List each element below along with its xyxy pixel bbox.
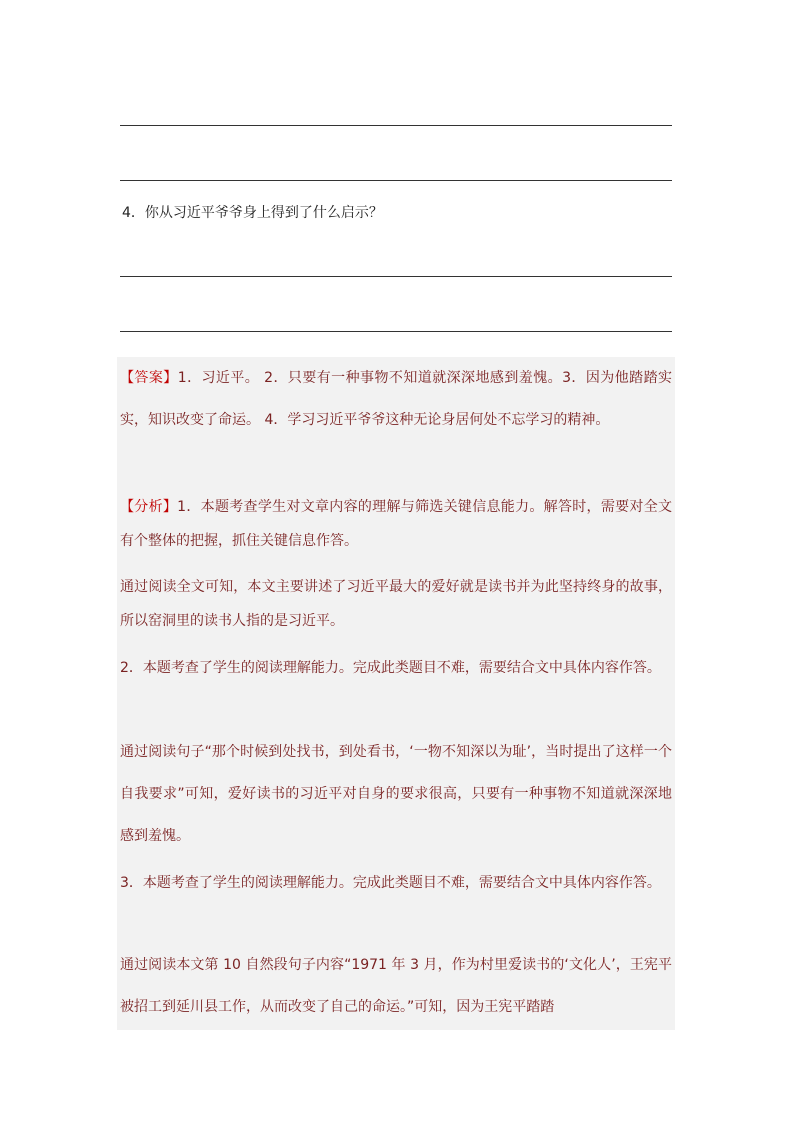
analysis-paragraph-1 — [120, 490, 672, 558]
answer-tag: 【答案】 — [120, 370, 178, 386]
analysis-1-detail: 通过阅读全文可知，本文主要讲述了习近平最大的爱好就是读书并为此坚持终身的故事，所以窑洞里的读书人指的是习近平。 — [120, 579, 672, 629]
analysis-paragraph-2: 2．本题考查了学生的阅读理解能力。完成此类题目不难，需要结合文中具体内容作答。 — [120, 660, 661, 676]
answer-paragraph — [120, 357, 672, 441]
answer-line-3 — [120, 276, 672, 277]
answer-text: 1．习近平。 2．只要有一种事物不知道就深深地感到羞愧。3．因为他踏踏实实，知识改变了命运。 4．学习习近平爷爷这种无论身居何处不忘学习的精神。 — [120, 370, 673, 428]
analysis-1-text: 1．本题考查学生对文章内容的理解与筛选关键信息能力。解答时，需要对全文有个整体的把握，抓住关键信息作答。 — [120, 499, 673, 549]
answer-line-2 — [120, 180, 672, 181]
answer-line-1 — [120, 125, 672, 126]
analysis-3-detail: 通过阅读本文第 10 自然段句子内容“1971 年 3 月，作为村里爱读书的‘文化人’，王宪平被招工到延川县工作，从而改变了自己的命运。”可知，因为王宪平踏踏 — [120, 957, 672, 1015]
question-4: 4．你从习近平爷爷身上得到了什么启示？ — [122, 205, 383, 221]
answer-analysis-block — [117, 357, 675, 1030]
analysis-2-detail: 通过阅读句子“那个时候到处找书，到处看书，‘一物不知深以为耻’，当时提出了这样一个自我要求”可知，爱好读书的习近平对自身的要求很高，只要有一种事物不知道就深深地感到羞愧。 — [120, 744, 672, 844]
answer-line-4 — [120, 331, 672, 332]
analysis-paragraph-3: 3．本题考查了学生的阅读理解能力。完成此类题目不难，需要结合文中具体内容作答。 — [120, 875, 661, 891]
analysis-tag: 【分析】 — [120, 499, 178, 515]
